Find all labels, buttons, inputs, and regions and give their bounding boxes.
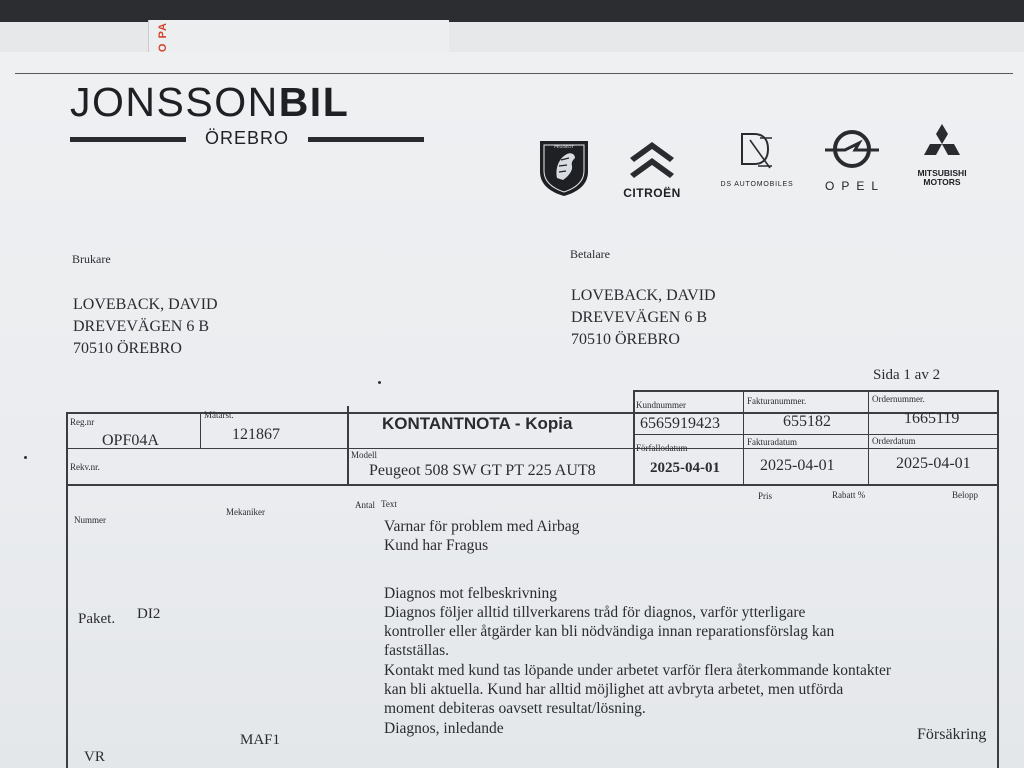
citroen-logo [610,138,694,200]
fakturanummer-label: Fakturanummer. [747,396,807,406]
logo-name [70,79,350,125]
orderdatum-label: Orderdatum [872,436,916,446]
logo-city-row [70,128,424,148]
table-row-divider [66,448,999,449]
brukare-street: DREVEVÄGEN 6 B [73,318,209,335]
opel-blitz-icon [815,128,889,170]
logo-rule-right [308,137,424,142]
fakturadatum-label: Fakturadatum [747,437,797,447]
regnr-value: OPF04A [102,432,159,449]
body-line: Kontakt med kund tas löpande under arbetet varför flera återkommande kontakter [384,661,891,679]
paper-speck [24,456,27,459]
orderdatum-value: 2025-04-01 [896,455,971,472]
table-col-divider [633,390,635,484]
col-pris: Pris [758,491,773,501]
mitsubishi-label-line1: MITSUBISHI [917,168,967,178]
table-col-divider [347,406,349,484]
body-line: kan bli aktuella. Kund har alltid möjlighet att avbryta arbetet, men utförda [384,681,844,699]
paket-code: DI2 [137,606,161,622]
betalare-street: DREVEVÄGEN 6 B [571,309,707,326]
col-nummer: Nummer [74,515,106,525]
kundnummer-value: 6565919423 [640,415,720,432]
forsakring-label: Försäkring [917,726,987,743]
paket-label: Paket. [78,611,116,627]
body-line: fastställas. [384,642,449,660]
opel-label: OPEL [824,179,885,193]
peugeot-emblem-text: PEUGEOT [554,144,574,149]
betalare-city: 70510 ÖREBRO [571,331,680,348]
citroen-chevrons-icon [610,138,694,180]
kundnummer-label: Kundnummer [636,400,686,410]
logo-rule-left [70,137,186,142]
peugeot-logo [537,138,591,203]
brukare-address [73,294,218,360]
body-line: Kund har Fragus [384,537,489,555]
table-col-divider [200,412,201,448]
body-line-blank [384,556,891,584]
betalare-name: LOVEBACK, DAVID [571,287,716,304]
ds-monogram-icon [712,130,802,176]
paper-speck [378,381,381,384]
regnr-label: Reg.nr [70,417,95,427]
matarst-label: Mätarst. [204,410,234,420]
betalare-label: Betalare [570,247,610,261]
table-col-divider [868,390,869,484]
document-title: KONTANTNOTA - Kopia [382,414,573,433]
opel-logo [815,128,889,193]
ds-logo [712,130,802,188]
body-line: Diagnos, inledande [384,719,504,737]
brukare-city: 70510 ÖREBRO [73,340,182,357]
ordernummer-label: Ordernummer. [872,394,925,404]
forfallodatum-value: 2025-04-01 [650,460,720,476]
body-line: Varnar för problem med Airbag [384,518,580,535]
table-col-divider [743,390,744,484]
table-right-border [997,390,999,768]
modell-value: Peugeot 508 SW GT PT 225 AUT8 [369,462,596,479]
background-paper-mark: O PA [157,22,169,53]
mitsubishi-logo [906,122,978,187]
betalare-address [571,285,716,351]
col-belopp: Belopp [952,490,978,500]
logo-city: ÖREBRO [204,128,289,148]
rekv-label: Rekv.nr. [70,462,100,472]
line-number: VR [84,749,105,765]
modell-label: Modell [351,450,377,460]
forfallodatum-label: Förfallodatum [636,443,688,453]
col-mekaniker: Mekaniker [226,507,265,517]
matarst-value: 121867 [232,426,280,443]
col-text: Text [381,499,397,509]
mitsubishi-diamonds-icon [906,122,978,164]
body-line: moment debiteras oavsett resultat/lösning. [384,700,646,718]
mitsubishi-label-line2: MOTORS [923,177,961,187]
dealer-logo [70,79,350,148]
col-antal: Antal [355,500,375,510]
mechanic-code: MAF1 [240,732,281,748]
table-header-bottom-border [66,484,999,486]
fakturadatum-value: 2025-04-01 [760,457,835,474]
citroen-label: CITROËN [623,186,681,200]
table-header-top-border [633,390,999,392]
ordernummer-value: 1665119 [904,410,960,427]
body-line: Diagnos mot felbeskrivning [384,584,558,602]
table-row-divider-right [633,434,999,435]
page-number: Sida 1 av 2 [873,367,941,383]
brukare-name: LOVEBACK, DAVID [73,296,218,313]
table-left-border [66,412,68,768]
logo-name-bold: BIL [278,79,350,125]
brukare-label: Brukare [72,252,111,266]
fakturanummer-value: 655182 [783,413,831,430]
logo-name-light: JONSSON [70,79,279,125]
body-line: kontroller eller åtgärder kan bli nödvändiga innan reparationsförslag kan [384,623,835,641]
top-rule [15,73,1013,74]
line-items-text [384,517,891,738]
col-rabatt: Rabatt % [832,490,866,500]
ds-label: DS AUTOMOBILES [720,181,794,188]
body-line: Diagnos följer alltid tillverkarens tråd för diagnos, varför ytterligare [384,603,806,621]
